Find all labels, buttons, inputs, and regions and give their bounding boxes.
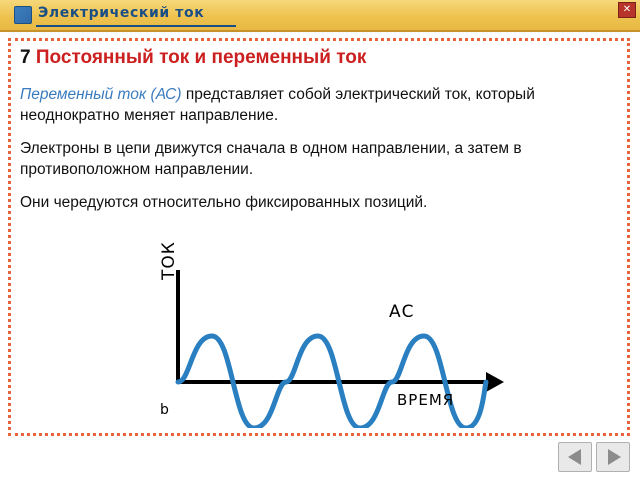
previous-slide-button[interactable] [558,442,592,472]
chevron-left-icon [568,449,581,465]
paragraph-3: Они чередуются относительно фиксированных позиций. [20,194,428,211]
next-slide-button[interactable] [596,442,630,472]
close-icon[interactable]: ✕ [618,2,636,18]
app-logo-icon [14,6,32,24]
ac-waveform-svg [120,258,520,428]
paragraph-1-text: представляет собой электрический ток, который неоднократно меняет направление. [20,86,535,124]
window-title: Электрический ток [38,5,205,21]
paragraph-1 [20,84,600,126]
paragraph-2: Электроны в цепи движутся сначала в одном направлении, а затем в противоположном направлении. [20,140,522,178]
x-axis-label: ВРЕМЯ [397,391,455,409]
x-axis-arrow [486,372,504,392]
curve-label: АС [389,302,415,322]
window-title-bar [0,0,640,32]
ac-waveform-figure [120,241,520,428]
slide-number: 7 [20,47,31,68]
title-underline [36,25,236,27]
figure-caption: b [160,402,169,418]
slide-navigation [558,442,630,472]
chevron-right-icon [608,449,621,465]
paragraph-1-emphasis: Переменный ток (АС) [20,86,182,103]
y-axis-label: ТОК [159,241,179,280]
slide-heading-text: Постоянный ток и переменный ток [35,47,367,68]
page-title [20,46,620,70]
slide-content [20,46,620,225]
